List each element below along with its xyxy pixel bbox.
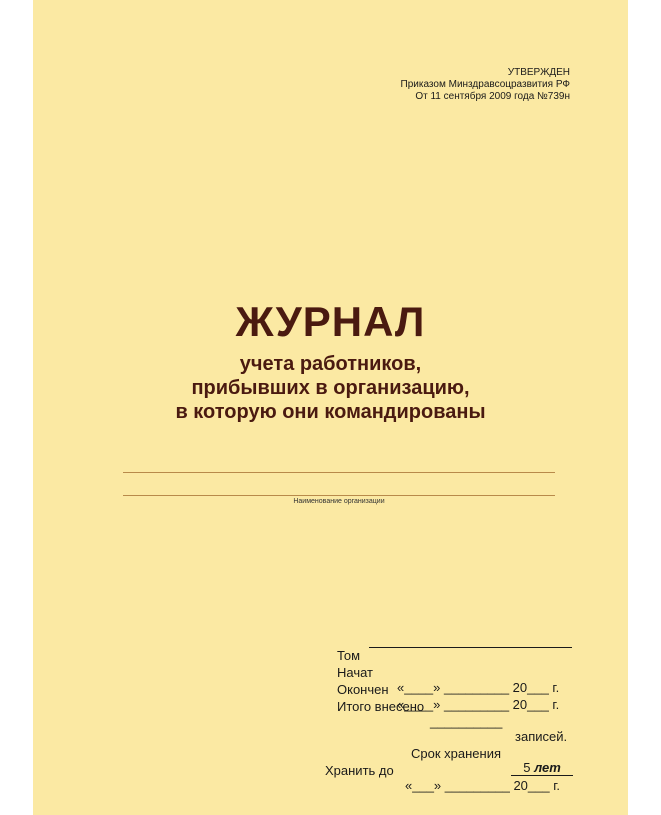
storage-period-unit: лет (534, 760, 561, 775)
nachat-date[interactable]: «____» _________ 20___ г. (397, 680, 560, 695)
tom-blank-line[interactable] (369, 647, 572, 648)
approval-line-2: Приказом Минздравсоцразвития РФ (400, 79, 570, 90)
org-name-line-2[interactable] (123, 495, 555, 496)
storage-period-label: Срок хранения (411, 746, 501, 761)
okonchen-label: Окончен (337, 682, 389, 697)
journal-cover (33, 0, 628, 815)
approval-block (401, 67, 570, 103)
approval-line-1: УТВЕРЖДЕН (507, 67, 570, 78)
subtitle-line-2: прибывших в организацию, (191, 377, 470, 399)
storage-period-number: 5 (523, 760, 535, 775)
keep-until-date[interactable]: «___» _________ 20___ г. (405, 778, 560, 793)
itogo-blank[interactable]: __________ (430, 714, 503, 729)
journal-subtitle (33, 352, 628, 424)
journal-title: ЖУРНАЛ (235, 298, 426, 345)
keep-until-row (33, 748, 628, 808)
subtitle-line-1: учета работников, (239, 353, 422, 375)
itogo-label: Итого внесено (337, 699, 425, 714)
approval-line-3: От 11 сентября 2009 года №739н (415, 91, 570, 102)
nachat-label: Начат (337, 665, 374, 680)
subtitle-line-3: в которую они командированы (175, 401, 486, 423)
org-name-line-1[interactable] (123, 472, 555, 473)
keep-until-label: Хранить до (325, 763, 394, 778)
zapisey-label: записей. (515, 729, 568, 744)
okonchen-date[interactable]: «____» _________ 20___ г. (397, 697, 560, 712)
tom-label: Том (337, 648, 361, 663)
org-name-caption: Наименование организации (293, 498, 385, 505)
